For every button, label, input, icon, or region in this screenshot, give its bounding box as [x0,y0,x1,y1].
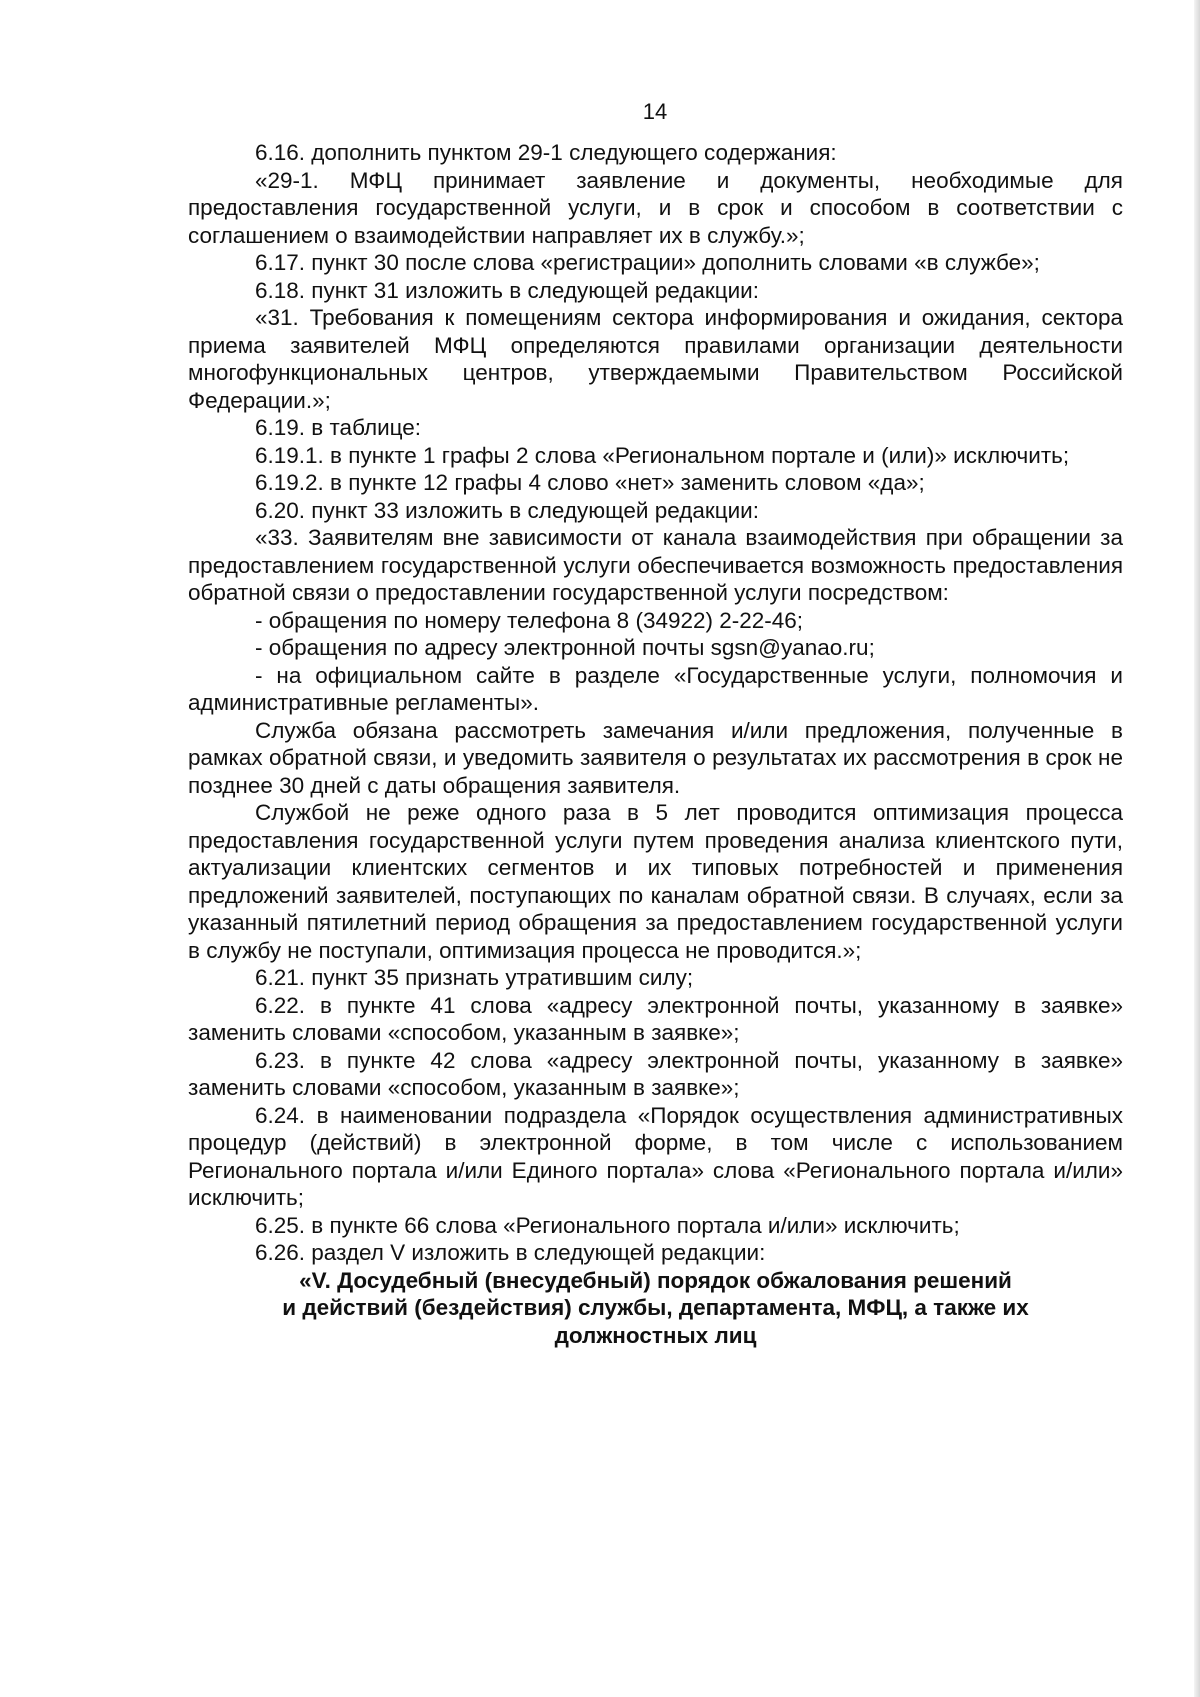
list-item-website: - на официальном сайте в разделе «Государственные услуги, полномочия и административные регламенты». [188,662,1123,715]
paragraph-6-23: 6.23. в пункте 42 слова «адресу электронной почты, указанному в заявке» заменить словами «способом, указанным в заявке»; [188,1047,1123,1100]
paragraph-optimization: Службой не реже одного раза в 5 лет проводится оптимизация процесса предоставления государственной услуги путем проведения анализа клиентского пути, актуализации клиентских сегментов и их типовых потребностей и применения предложений заявителей, поступающих по каналам обратной связи. В случаях, если за указанный пятилетний период обращения за предоставлением государственной услуги в службу не поступали, оптимизация процесса не проводится.»; [188,800,1123,963]
paragraph-6-18: 6.18. пункт 31 изложить в следующей редакции: [255,277,759,303]
document-body [188,139,1123,1349]
paragraph-6-26: 6.26. раздел V изложить в следующей редакции: [255,1240,766,1265]
paragraph-6-22: 6.22. в пункте 41 слова «адресу электронной почты, указанному в заявке» заменить словами «способом, указанным в заявке»; [188,992,1123,1045]
paragraph-29-1: «29-1. МФЦ принимает заявление и документы, необходимые для предоставления государственной услуги, и в срок и способом в соответствии с соглашением о взаимодействии направляет их в службу.»; [188,167,1123,248]
list-item-phone: - обращения по номеру телефона 8 (34922) 2-22-46; [255,607,804,633]
paragraph-31: «31. Требования к помещениям сектора информирования и ожидания, сектора приема заявителей МФЦ определяются правилами организации деятельности многофункциональных центров, утверждаемыми Правительством Российской Федерации.»; [188,305,1123,413]
paragraph-6-16: 6.16. дополнить пунктом 29-1 следующего содержания: [255,140,837,165]
paragraph-6-19-1: 6.19.1. в пункте 1 графы 2 слова «Региональном портале и (или)» исключить; [255,442,1070,468]
section-heading-line-1: «V. Досудебный (внесудебный) порядок обжалования решений [299,1267,1012,1293]
page-number: 14 [642,99,668,124]
paragraph-6-19-2: 6.19.2. в пункте 12 графы 4 слово «нет» заменить словом «да»; [255,470,925,495]
section-heading [188,1267,1123,1350]
paragraph-feedback-review: Служба обязана рассмотреть замечания и/или предложения, полученные в рамках обратной связи, и уведомить заявителя о результатах их рассмотрения в срок не позднее 30 дней с даты обращения заявителя. [188,717,1123,798]
paragraph-6-24: 6.24. в наименовании подраздела «Порядок осуществления административных процедур (действий) в электронной форме, в том числе с использованием Регионального портала и/или Единого портала» слова «Регионального портала и/или» исключить; [188,1102,1123,1210]
paragraph-6-21: 6.21. пункт 35 признать утратившим силу; [255,965,694,990]
section-heading-line-3: должностных лиц [554,1322,757,1348]
section-heading-line-2: и действий (бездействия) службы, департамента, МФЦ, а также их [282,1295,1029,1320]
paragraph-6-25: 6.25. в пункте 66 слова «Регионального портала и/или» исключить; [255,1212,960,1238]
paragraph-6-20: 6.20. пункт 33 изложить в следующей редакции: [255,497,759,523]
paragraph-33: «33. Заявителям вне зависимости от канала взаимодействия при обращении за предоставлением государственной услуги обеспечивается возможность предоставления обратной связи о предоставлении государственной услуги посредством: [188,525,1123,605]
paragraph-6-17: 6.17. пункт 30 после слова «регистрации» дополнить словами «в службе»; [255,250,1040,275]
page-edge-shadow [1194,0,1200,1697]
list-item-email: - обращения по адресу электронной почты sgsn@yanao.ru; [255,635,875,660]
paragraph-6-19: 6.19. в таблице: [255,415,422,440]
